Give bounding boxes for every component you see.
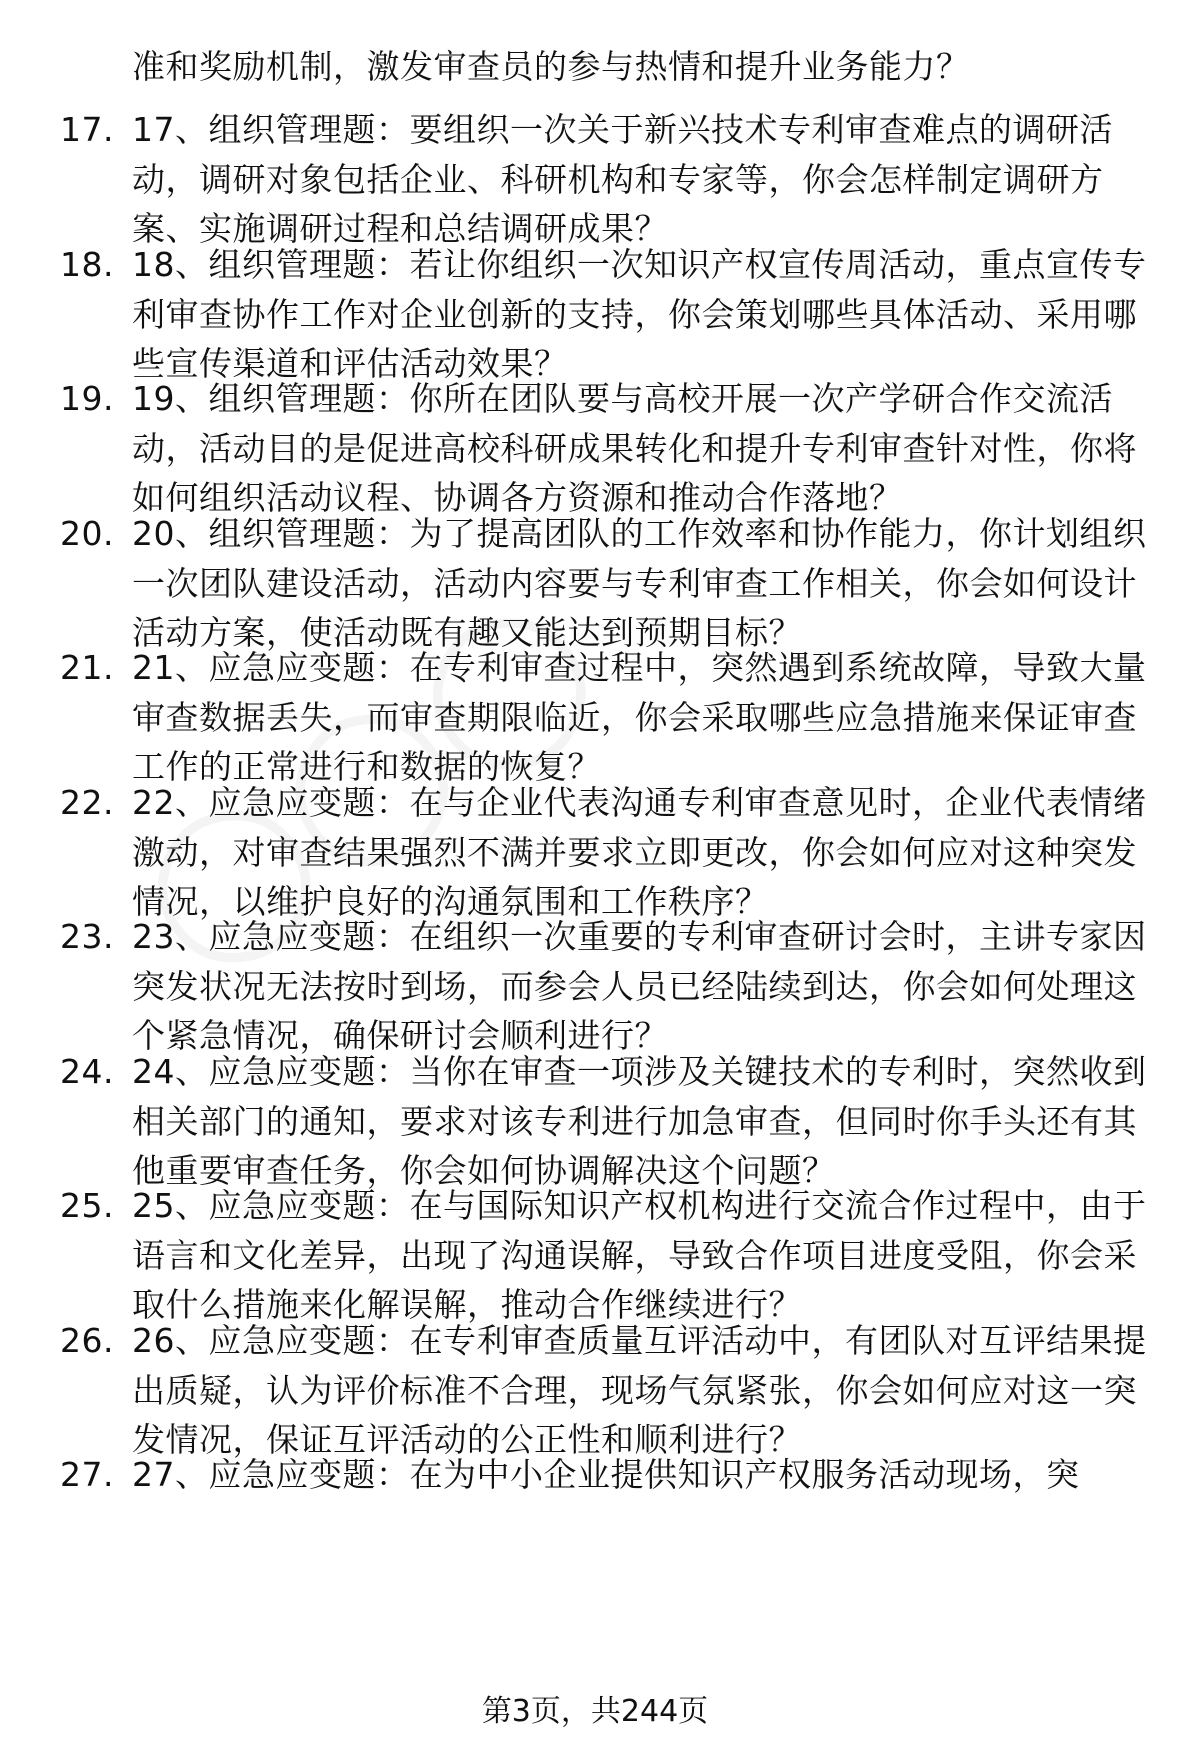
question-number: 26. xyxy=(60,1321,114,1360)
question-text: 21、应急应变题：在专利审查过程中，突然遇到系统故障，导致大量审查数据丢失，而审查期限临近，你会采取哪些应急措施来保证审查工作的正常进行和数据的恢复？ xyxy=(132,648,1147,786)
question-text: 27、应急应变题：在为中小企业提供知识产权服务活动现场，突 xyxy=(132,1455,1080,1494)
question-number: 20. xyxy=(60,514,114,553)
question-number: 25. xyxy=(60,1186,114,1225)
question-number: 19. xyxy=(60,379,114,418)
question-number: 18. xyxy=(60,245,114,284)
question-text: 26、应急应变题：在专利审查质量互评活动中，有团队对互评结果提出质疑，认为评价标准不合理，现场气氛紧张，你会如何应对这一突发情况，保证互评活动的公正性和顺利进行？ xyxy=(132,1321,1147,1459)
question-text: 25、应急应变题：在与国际知识产权机构进行交流合作过程中，由于语言和文化差异，出现了沟通误解，导致合作项目进度受阻，你会采取什么措施来化解误解，推动合作继续进行？ xyxy=(132,1186,1147,1324)
question-text: 17、组织管理题：要组织一次关于新兴技术专利审查难点的调研活动，调研对象包括企业、科研机构和专家等，你会怎样制定调研方案、实施调研过程和总结调研成果？ xyxy=(132,110,1113,248)
question-number: 21. xyxy=(60,648,114,687)
question-number: 17. xyxy=(60,110,114,149)
question-number: 22. xyxy=(60,783,114,822)
question-number: 24. xyxy=(60,1052,114,1091)
continued-text: 准和奖励机制，激发审查员的参与热情和提升业务能力？ xyxy=(132,47,970,86)
question-text: 24、应急应变题：当你在审查一项涉及关键技术的专利时，突然收到相关部门的通知，要求对该专利进行加急审查，但同时你手头还有其他重要审查任务，你会如何协调解决这个问题？ xyxy=(132,1052,1147,1190)
question-number: 27. xyxy=(60,1455,114,1494)
question-text: 22、应急应变题：在与企业代表沟通专利审查意见时，企业代表情绪激动，对审查结果强烈不满并要求立即更改，你会如何应对这种突发情况，以维护良好的沟通氛围和工作秩序？ xyxy=(132,783,1147,921)
question-text: 18、组织管理题：若让你组织一次知识产权宣传周活动，重点宣传专利审查协作工作对企业创新的支持，你会策划哪些具体活动、采用哪些宣传渠道和评估活动效果？ xyxy=(132,245,1147,383)
question-text: 20、组织管理题：为了提高团队的工作效率和协作能力，你计划组织一次团队建设活动，活动内容要与专利审查工作相关，你会如何设计活动方案，使活动既有趣又能达到预期目标？ xyxy=(132,514,1147,652)
question-text: 23、应急应变题：在组织一次重要的专利审查研讨会时，主讲专家因突发状况无法按时到场，而参会人员已经陆续到达，你会如何处理这个紧急情况，确保研讨会顺利进行？ xyxy=(132,917,1147,1055)
question-number: 23. xyxy=(60,917,114,956)
question-text: 19、组织管理题：你所在团队要与高校开展一次产学研合作交流活动，活动目的是促进高校科研成果转化和提升专利审查针对性，你将如何组织活动议程、协调各方资源和推动合作落地？ xyxy=(132,379,1137,517)
page-number-footer: 第3页，共244页 xyxy=(481,1694,709,1729)
